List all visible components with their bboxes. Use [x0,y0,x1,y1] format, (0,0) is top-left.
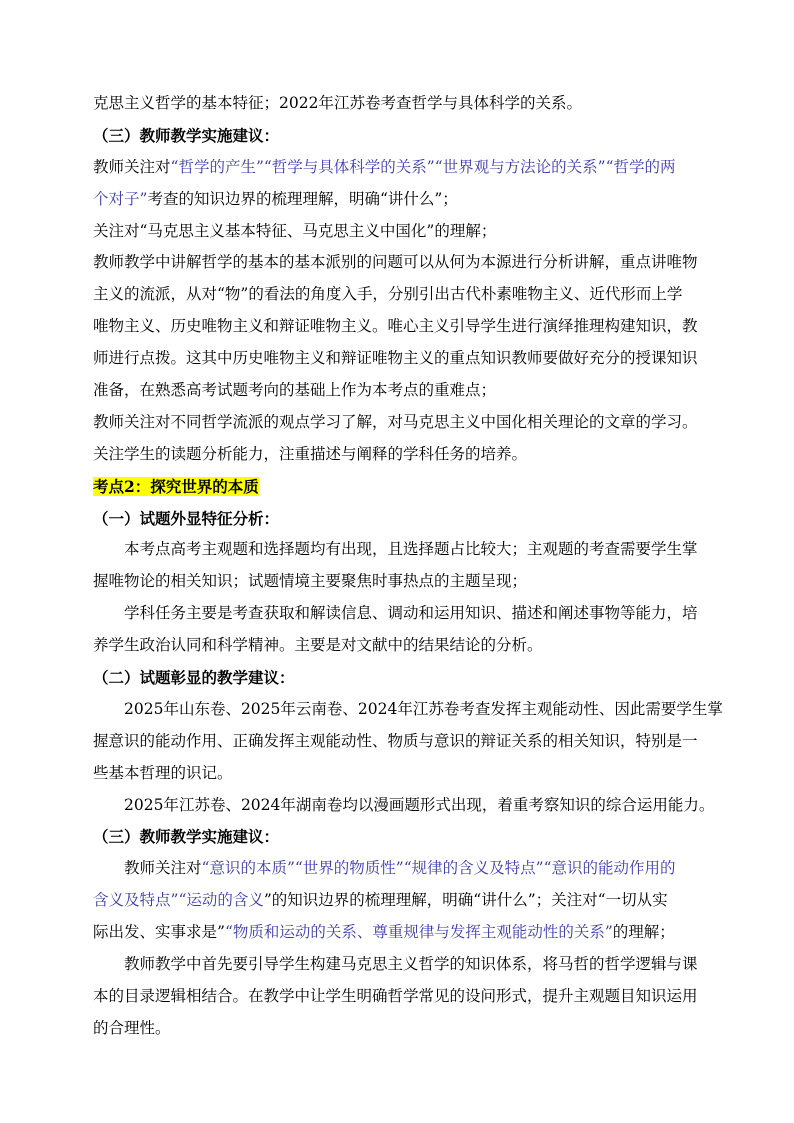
paragraph-line [93,375,721,407]
paragraph-line [93,949,721,981]
paragraph-line [93,439,721,471]
text: 教师关注对 [93,157,171,176]
text: 关注对“马克思主义基本特征、马克思主义中国化”的理解； [93,221,497,240]
quoted-topic: “运动的含义 [178,891,264,910]
quoted-topic: “世界观与方法论的关系” [434,157,606,176]
paragraph-line [93,790,721,822]
paragraph-line [93,630,721,662]
quoted-topic: 含义及特点” [93,891,179,910]
quoted-topic: “规律的含义及特点” [403,859,544,878]
paragraph-line [93,917,721,949]
paragraph-line [93,279,721,311]
paragraph-line [93,1013,721,1045]
heading-text: （三）教师教学实施建议： [93,827,280,847]
paragraph-line [93,694,721,726]
text: 握唯物论的相关知识；试题情境主要聚焦时事热点的主题呈现； [93,572,528,591]
text: 本考点高考主观题和选择题均有出现，且选择题占比较大；主观题的考查需要学生掌 [124,540,698,559]
text: 的理解； [612,923,675,942]
paragraph-line [93,566,721,598]
text: 准备，在熟悉高考试题考向的基础上作为本考点的重难点； [93,381,497,400]
text: ”的知识边界的梳理理解，明确“讲什么”；关注对“一切从实 [263,891,668,910]
text: 教师关注对 [124,859,202,878]
heading-text: （一）试题外显特征分析： [93,508,280,528]
highlighted-heading-text: 考点2：探究世界的本质 [93,476,259,496]
heading-text: （二）试题彰显的教学建议： [93,668,295,688]
text: 教师教学中讲解哲学的基本的基本派别的问题可以从何为本源进行分析讲解，重点讲唯物 [93,253,698,272]
quoted-topic: “物质和运动的关系、尊重规律与发挥主观能动性的关系” [224,923,613,942]
text: 师进行点拨。这其中历史唯物主义和辩证唯物主义的重点知识教师要做好充分的授课知识 [93,349,698,368]
paragraph-line [93,726,721,758]
text: 考查的知识边界的梳理理解，明确“讲什么”； [147,189,458,208]
quoted-topic: “意识的本质” [201,859,295,878]
quoted-topic: “哲学与具体科学的关系” [263,157,435,176]
text: 主义的流派，从对“物”的看法的角度入手，分别引出古代朴素唯物主义、近代形而上学 [93,285,683,304]
paragraph-line [93,758,721,790]
paragraph-line [93,885,721,917]
text: 些基本哲理的识记。 [93,763,233,782]
paragraph-line [93,853,721,885]
paragraph-line [93,598,721,630]
section-heading [93,120,721,152]
text: 学科任务主要是考查获取和解读信息、调动和运用知识、描述和阐述事物等能力，培 [124,604,698,623]
paragraph-line [93,311,721,343]
paragraph-line [93,247,721,279]
heading-text: （三）教师教学实施建议： [93,125,280,145]
section-heading [93,503,721,535]
paragraph-line [93,407,721,439]
text: 克思主义哲学的基本特征；2022年江苏卷考查哲学与具体科学的关系。 [93,94,582,112]
text: 养学生政治认同和科学精神。主要是对文献中的结果结论的分析。 [93,636,543,655]
paragraph-line [93,216,721,248]
quoted-topic: “世界的物质性” [294,859,404,878]
text: 2025年江苏卷、2024年湖南卷均以漫画题形式出现，着重考察知识的综合运用能力。 [124,795,715,814]
quoted-topic: 个对子” [93,189,148,208]
text: 握意识的能动作用、正确发挥主观能动性、物质与意识的辩证关系的相关知识，特别是一 [93,731,698,750]
text: 教师关注对不同哲学流派的观点学习了解，对马克思主义中国化相关理论的文章的学习。 [93,412,698,431]
paragraph-line [93,88,721,120]
kaodian-heading [93,471,721,503]
text: 的合理性。 [93,1018,171,1037]
text: 2025年山东卷、2025年云南卷、2024年江苏卷考查发挥主观能动性、因此需要学生掌 [124,699,723,718]
document-body [93,88,721,1045]
paragraph-line [93,343,721,375]
text: 教师教学中首先要引导学生构建马克思主义哲学的知识体系，将马哲的哲学逻辑与课 [124,955,698,974]
quoted-topic: “意识的能动作用的 [543,859,676,878]
section-heading [93,662,721,694]
paragraph-line [93,534,721,566]
quoted-topic: “哲学的产生” [170,157,264,176]
text: 本的目录逻辑相结合。在教学中让学生明确哲学常见的设问形式，提升主观题目知识运用 [93,986,698,1005]
paragraph-line [93,981,721,1013]
text: 唯物主义、历史唯物主义和辩证唯物主义。唯心主义引导学生进行演绎推理构建知识，教 [93,317,698,336]
quoted-topic: “哲学的两 [605,157,676,176]
text: 际出发、实事求是” [93,923,225,942]
section-heading [93,821,721,853]
text: 关注学生的读题分析能力，注重描述与阐释的学科任务的培养。 [93,444,528,463]
paragraph-line [93,152,721,184]
paragraph-line [93,184,721,216]
